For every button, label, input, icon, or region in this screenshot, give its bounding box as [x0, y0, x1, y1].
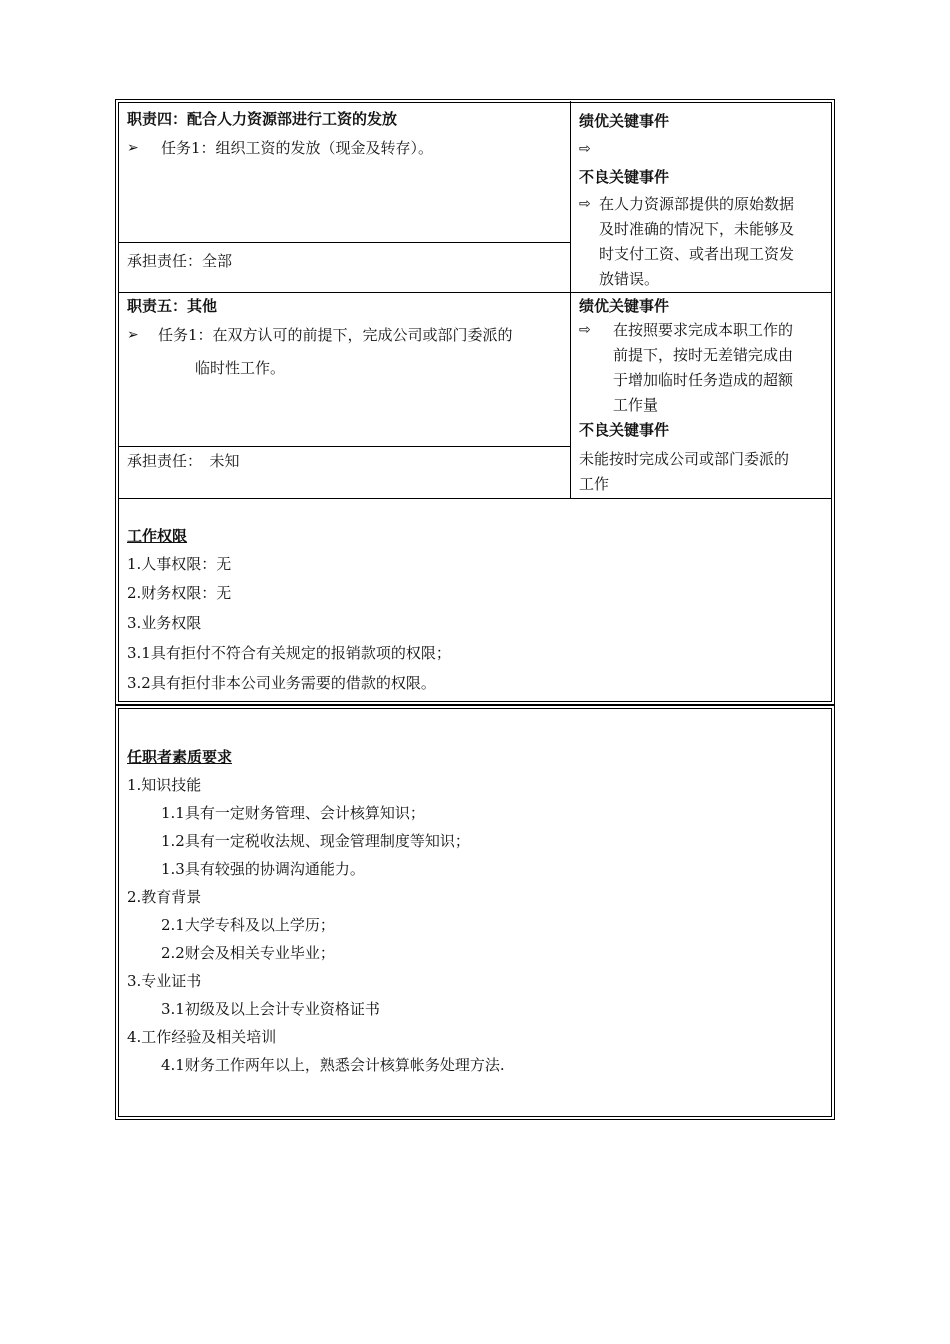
authority-item: 1.人事权限：无	[127, 555, 232, 573]
duty5-responsibility: 承担责任： 未知	[127, 452, 240, 470]
arrow-icon: ⇨	[579, 322, 591, 338]
requirement-line: 2.2财会及相关专业毕业；	[161, 944, 335, 962]
duty4-bad-line: 放错误。	[599, 270, 660, 288]
requirement-line: 1.3具有较强的协调沟通能力。	[161, 860, 365, 878]
row-divider	[119, 446, 570, 447]
duty5-good-line: 工作量	[613, 396, 659, 414]
duty5-task: 任务1：在双方认可的前提下，完成公司或部门委派的	[158, 326, 513, 344]
requirements-title: 任职者素质要求	[127, 748, 233, 766]
row-divider	[119, 242, 570, 243]
authority-item: 3.业务权限	[127, 614, 202, 632]
duty4-responsibility: 承担责任：全部	[127, 252, 233, 270]
requirement-line: 1.1具有一定财务管理、会计核算知识；	[161, 804, 425, 822]
duty4-bad-line: 时支付工资、或者出现工资发	[599, 245, 795, 263]
duty5-bad-title: 不良关键事件	[579, 421, 670, 439]
arrow-icon: ⇨	[579, 141, 591, 157]
row-divider	[119, 498, 831, 499]
duty5-good-line: 在按照要求完成本职工作的	[613, 321, 794, 339]
row-divider	[119, 292, 831, 293]
authority-item: 3.1具有拒付不符合有关规定的报销款项的权限；	[127, 644, 451, 662]
duty5-task: 临时性工作。	[195, 359, 286, 377]
duty4-bad-line: 在人力资源部提供的原始数据	[599, 195, 795, 213]
authority-item: 3.2具有拒付非本公司业务需要的借款的权限。	[127, 674, 436, 692]
bullet-icon: ➢	[127, 327, 139, 343]
duty5-good-line: 于增加临时任务造成的超额	[613, 371, 794, 389]
arrow-icon: ⇨	[579, 196, 591, 212]
duty5-good-line: 前提下，按时无差错完成由	[613, 346, 794, 364]
requirement-line: 3.专业证书	[127, 972, 202, 990]
requirement-line: 2.教育背景	[127, 888, 202, 906]
duties-table	[115, 99, 835, 705]
column-divider	[570, 101, 571, 498]
requirement-line: 3.1初级及以上会计专业资格证书	[161, 1000, 380, 1018]
duty4-title: 职责四：配合人力资源部进行工资的发放	[127, 110, 398, 128]
authority-item: 2.财务权限：无	[127, 584, 232, 602]
requirement-line: 4.1财务工作两年以上，熟悉会计核算帐务处理方法.	[161, 1056, 505, 1074]
duty4-bad-line: 及时准确的情况下，未能够及	[599, 220, 795, 238]
requirement-line: 1.知识技能	[127, 776, 202, 794]
bullet-icon: ➢	[127, 140, 139, 156]
duty4-good-title: 绩优关键事件	[579, 112, 670, 130]
duty5-bad-line: 未能按时完成公司或部门委派的	[579, 450, 790, 468]
duty5-bad-line: 工作	[579, 475, 610, 493]
duty5-good-title: 绩优关键事件	[579, 297, 670, 315]
requirement-line: 2.1大学专科及以上学历；	[161, 916, 335, 934]
requirement-line: 4.工作经验及相关培训	[127, 1028, 277, 1046]
duty4-bad-title: 不良关键事件	[579, 168, 670, 186]
authority-title: 工作权限	[127, 527, 188, 545]
duty4-task: 任务1：组织工资的发放（现金及转存）。	[161, 139, 434, 157]
requirement-line: 1.2具有一定税收法规、现金管理制度等知识；	[161, 832, 470, 850]
duty5-title: 职责五：其他	[127, 297, 218, 315]
